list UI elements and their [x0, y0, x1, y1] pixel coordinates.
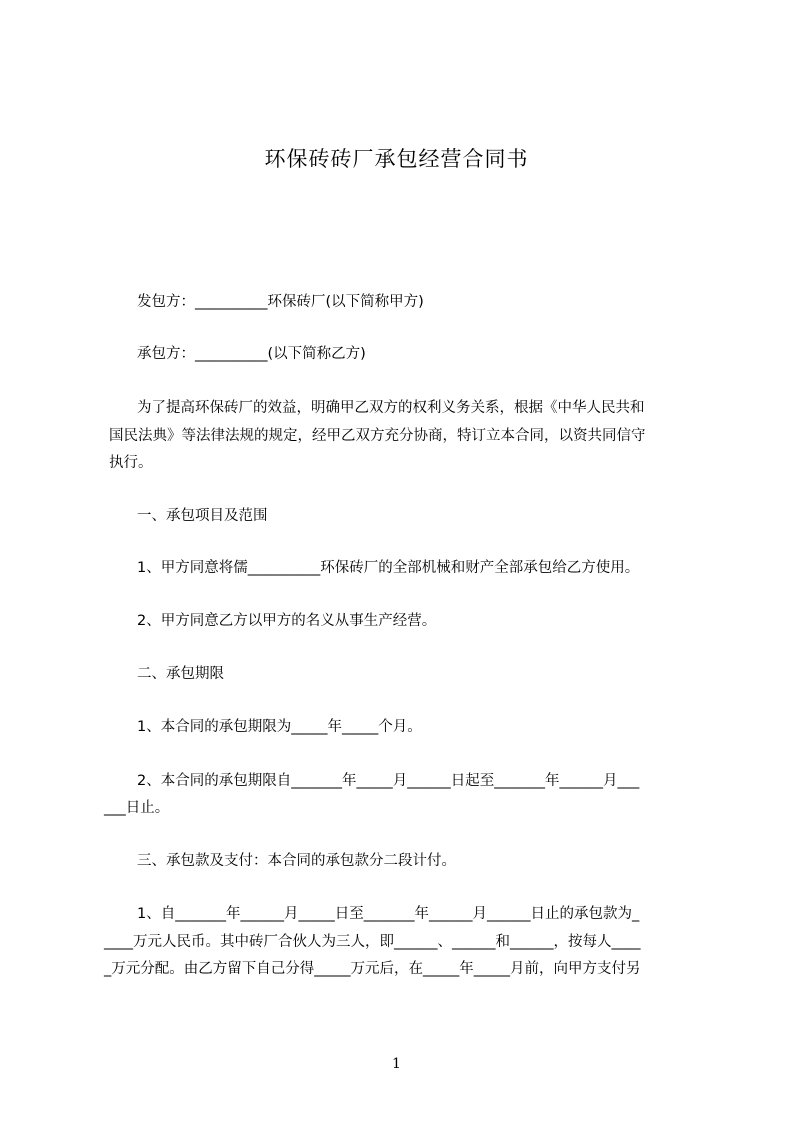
- section-1-item-2: 2、甲方同意乙方以甲方的名义从事生产经营。: [137, 613, 437, 629]
- preamble-line-3: 执行。: [109, 455, 153, 471]
- page-number: 1: [392, 1056, 401, 1072]
- party-a-line: 发包方：__________环保砖厂(以下简称甲方): [137, 294, 424, 310]
- section-2-item-2-line-2: ___日止。: [104, 800, 170, 816]
- section-2-heading: 二、承包期限: [137, 666, 224, 682]
- section-2-item-1: 1、本合同的承包期限为_____年_____个月。: [137, 719, 422, 735]
- preamble-line-2: 国民法典》等法律法规的规定，经甲乙双方充分协商，特订立本合同，以资共同信守: [109, 428, 646, 444]
- section-3-heading: 三、承包款及支付：本合同的承包款分二段计付。: [137, 853, 456, 869]
- document-title: 环保砖砖厂承包经营合同书: [264, 147, 529, 171]
- section-3-item-1-line-1: 1、自_______年______月_____日至_______年______月______日止的承包款为_: [137, 906, 640, 922]
- section-1-heading: 一、承包项目及范围: [137, 508, 268, 524]
- section-3-item-1-line-3: _万元分配。由乙方留下自己分得_____万元后，在_____年_____月前，向甲方支付另: [104, 961, 641, 977]
- section-1-item-1: 1、甲方同意将儒__________环保砖厂的全部机械和财产全部承包给乙方使用。: [137, 560, 640, 576]
- section-2-item-2-line-1: 2、本合同的承包期限自_______年_____月______日起至_______年______月___: [137, 773, 640, 789]
- party-b-line: 承包方：__________(以下简称乙方): [137, 346, 366, 362]
- preamble-line-1: 为了提高环保砖厂的效益，明确甲乙双方的权利义务关系，根据《中华人民共和: [137, 400, 645, 416]
- section-3-item-1-line-2: ____万元人民币。其中砖厂合伙人为三人，即______、______和______，按每人____: [104, 934, 641, 950]
